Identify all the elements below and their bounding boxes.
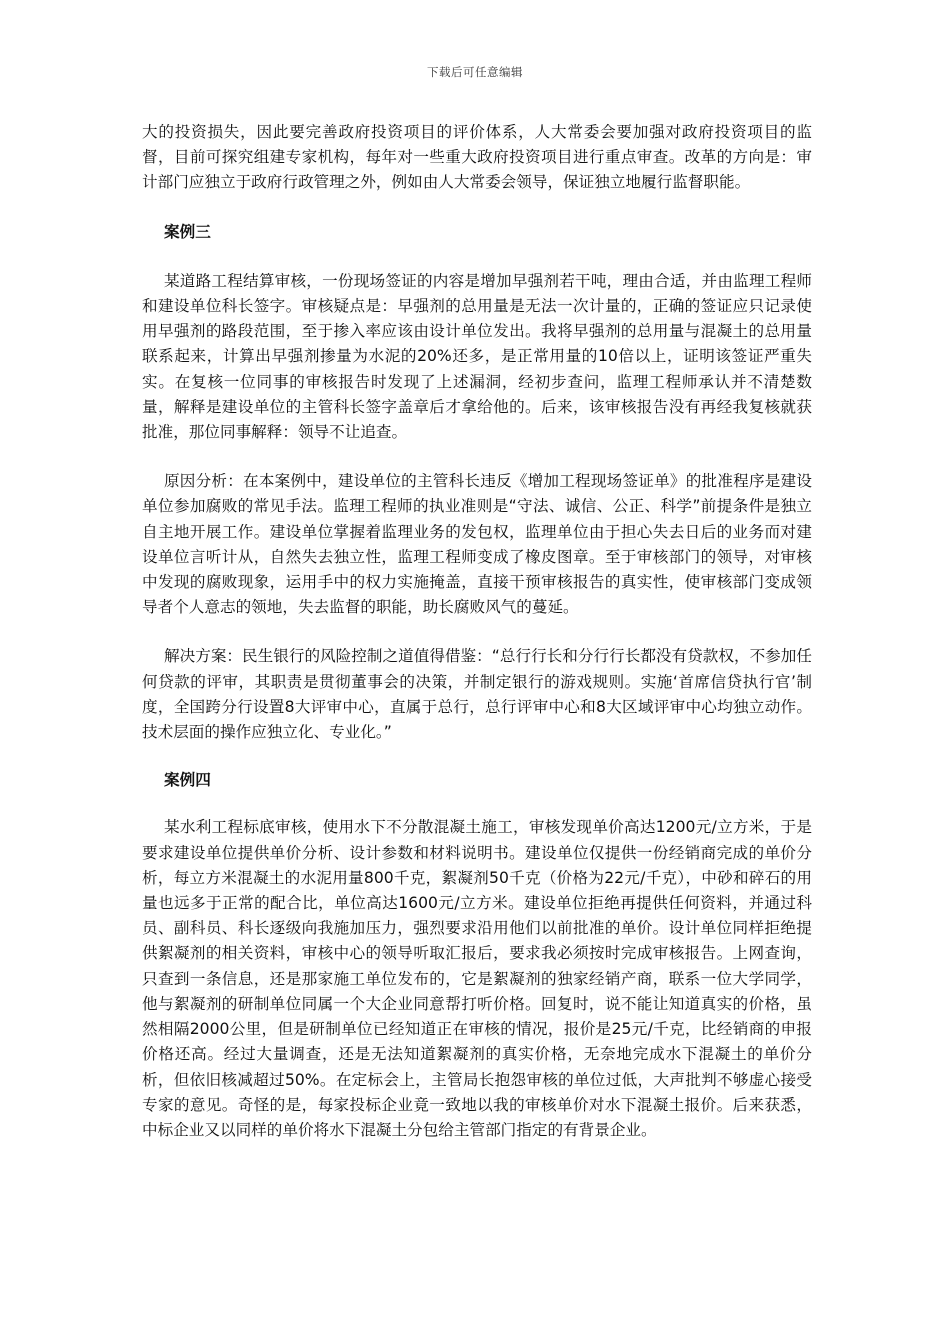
page-header: 下载后可任意编辑 <box>427 65 523 79</box>
spacer <box>142 745 812 768</box>
paragraph-solution: 解决方案：民生银行的风险控制之道值得借鉴：“总行行长和分行行长都没有贷款权，不参加任何贷款的评审，其职责是贯彻董事会的决策，并制定银行的游戏规则。实施‘首席信贷执行官’制度，全国跨分行设置8大评审中心，直属于总行，总行评审中心和8大区域评审中心均独立动作。技术层面的操作应独立化、专业化。” <box>142 647 812 742</box>
spacer <box>142 196 812 220</box>
document-body <box>142 120 812 1143</box>
spacer <box>142 445 812 469</box>
paragraph-cause-analysis: 原因分析：在本案例中，建设单位的主管科长违反《增加工程现场签证单》的批准程序是建设单位参加腐败的常见手法。监理工程师的执业准则是“守法、诚信、公正、科学”前提条件是独立自主地开展工作。建设单位掌握着监理业务的发包权，监理单位由于担心失去日后的业务而对建设单位言听计从，自然失去独立性，监理工程师变成了橡皮图章。至于审核部门的领导，对审核中发现的腐败现象，运用手中的权力实施掩盖，直接干预审核报告的真实性，使审核部门变成领导者个人意志的领地，失去监督的职能，助长腐败风气的蔓延。 <box>142 472 812 617</box>
paragraph-intro: 大的投资损失，因此要完善政府投资项目的评价体系，人大常委会要加强对政府投资项目的监督，目前可探究组建专家机构，每年对一些重大政府投资项目进行重点审查。改革的方向是：审计部门应独立于政府行政管理之外，例如由人大常委会领导，保证独立地履行监督职能。 <box>142 123 812 192</box>
paragraph-case-3-description: 某道路工程结算审核，一份现场签证的内容是增加早强剂若干吨，理由合适，并由监理工程师和建设单位科长签字。审核疑点是：早强剂的总用量是无法一次计量的，正确的签证应只记录使用早强剂的路段范围，至于掺入率应该由设计单位发出。我将早强剂的总用量与混凝土的总用量联系起来，计算出早强剂掺量为水泥的20%还多，是正常用量的10倍以上，证明该签证严重失实。在复核一位同事的审核报告时发现了上述漏洞，经初步查问，监理工程师承认并不清楚数量，解释是建设单位的主管科长签字盖章后才拿给他的。后来，该审核报告没有再经我复核就获批准，那位同事解释：领导不让追查。 <box>142 271 812 442</box>
section-heading-case-4: 案例四 <box>164 771 211 790</box>
spacer <box>142 620 812 644</box>
spacer <box>142 245 812 269</box>
paragraph-case-4-description: 某水利工程标底审核，使用水下不分散混凝土施工，审核发现单价高达1200元/立方米，于是要求建设单位提供单价分析、设计参数和材料说明书。建设单位仅提供一份经销商完成的单价分析，每立方米混凝土的水泥用量800千克，絮凝剂50千克（价格为22元/千克），中砂和碎石的用量也远多于正常的配合比，单位高达1600元/立方米。建设单位拒绝再提供任何资料，并通过科员、副科员、科长逐级向我施加压力，强烈要求沿用他们以前批准的单价。设计单位同样拒绝提供絮凝剂的相关资料，审核中心的领导听取汇报后，要求我必须按时完成审核报告。上网查询，只查到一条信息，还是那家施工单位发布的，它是絮凝剂的独家经销产商，联系一位大学同学，他与絮凝剂的研制单位同属一个大企业同意帮打听价格。回复时，说不能让知道真实的价格，虽然相隔2000公里，但是研制单位已经知道正在审核的情况，报价是25元/千克，比经销商的申报价格还高。经过大量调查，还是无法知道絮凝剂的真实价格，无奈地完成水下混凝土的单价分析，但依旧核减超过50%。在定标会上，主管局长抱怨审核的单位过低，大声批判不够虚心接受专家的意见。奇怪的是，每家投标企业竟一致地以我的审核单价对水下混凝土报价。后来获悉，中标企业又以同样的单价将水下混凝土分包给主管部门指定的有背景企业。 <box>142 818 812 1139</box>
spacer <box>142 793 812 815</box>
section-heading-case-3: 案例三 <box>164 222 211 241</box>
